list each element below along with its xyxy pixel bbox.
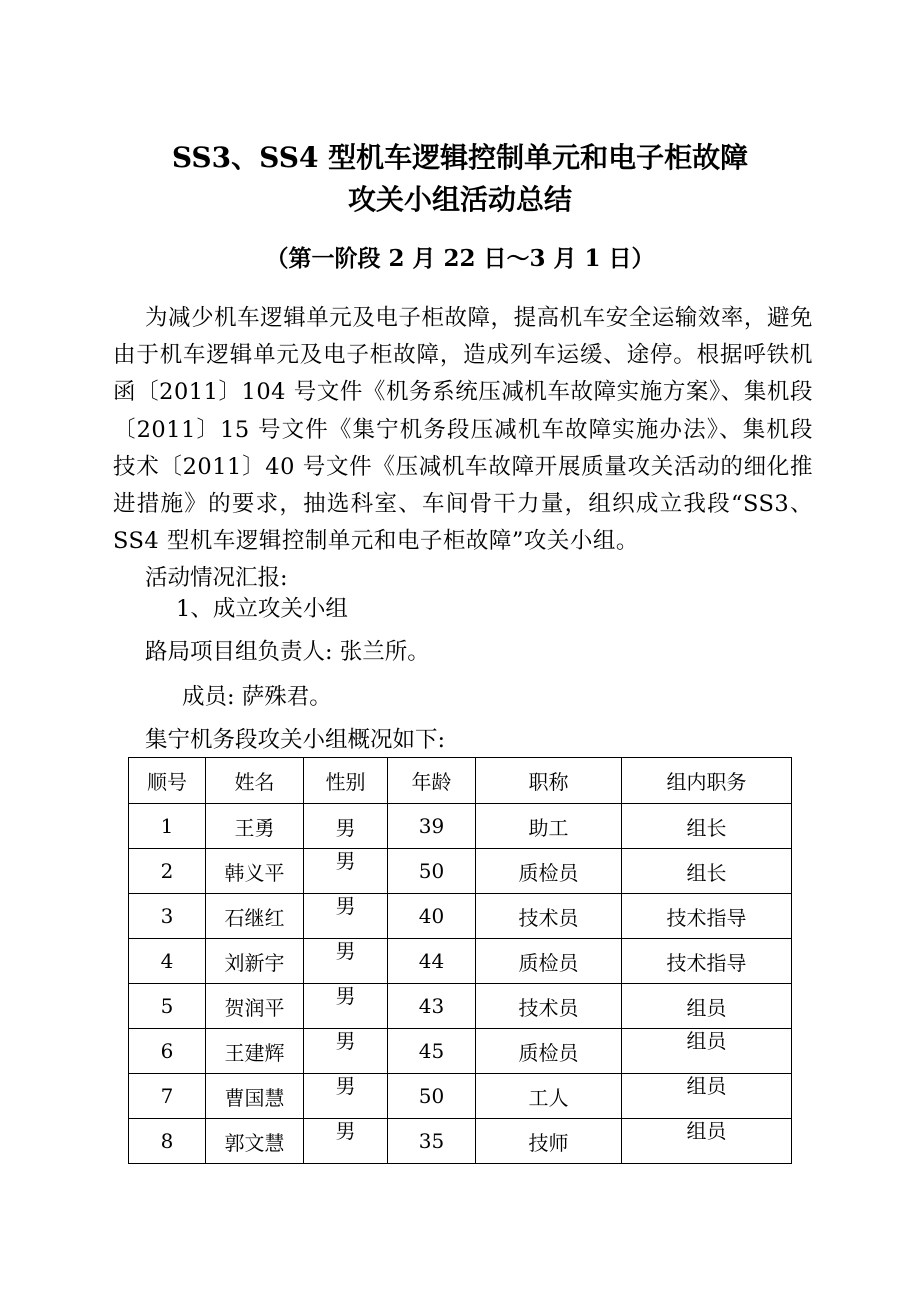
cell-no: 3 [129, 894, 206, 939]
team-roster-table [128, 757, 792, 1164]
cell-role [622, 1119, 792, 1164]
cell-role-text: 组员 [686, 1073, 727, 1098]
cell-gender [304, 849, 388, 894]
overview-line: 集宁机务段攻关小组概况如下: [145, 727, 446, 753]
table-row [129, 894, 792, 939]
table-row [129, 849, 792, 894]
cell-gender-text: 男 [335, 893, 356, 918]
cell-role: 组长 [622, 804, 792, 849]
members-line: 成员: 萨殊君。 [182, 684, 332, 710]
cell-gender-text: 男 [335, 1118, 356, 1143]
cell-role-text: 组员 [686, 1118, 727, 1143]
cell-name: 王建辉 [206, 1029, 304, 1074]
item-1-heading: 1、成立攻关小组 [176, 596, 348, 622]
cell-title: 工人 [476, 1074, 622, 1119]
cell-gender [304, 939, 388, 984]
cell-no: 5 [129, 984, 206, 1029]
cell-gender: 男 [304, 804, 388, 849]
table-row [129, 1074, 792, 1119]
cell-age: 35 [388, 1119, 476, 1164]
title-line-1: SS3、SS4 型机车逻辑控制单元和电子柜故障 [171, 141, 749, 174]
header-role: 组内职务 [622, 758, 792, 804]
table-row [129, 1029, 792, 1074]
cell-no: 6 [129, 1029, 206, 1074]
cell-title: 助工 [476, 804, 622, 849]
cell-age: 39 [388, 804, 476, 849]
header-no: 顺号 [129, 758, 206, 804]
cell-name: 刘新宇 [206, 939, 304, 984]
header-age: 年龄 [388, 758, 476, 804]
intro-paragraph: 为减少机车逻辑单元及电子柜故障，提高机车安全运输效率，避免由于机车逻辑单元及电子柜故障，造成列车运缓、途停。根据呼铁机函〔2011〕104 号文件《机务系统压减机车故障实施方案》、集机段〔2011〕15 号文件《集宁机务段压减机车故障实施办法》、集机段技术〔2011〕40 号文件《压减机车故障开展质量攻关活动的细化推进措施》的要求，抽选科室、车间骨干力量，组织成立我段“SS3、SS4 型机车逻辑控制单元和电子柜故障”攻关小组。 [113, 305, 813, 555]
cell-age: 43 [388, 984, 476, 1029]
cell-gender [304, 894, 388, 939]
title-line-2: 攻关小组活动总结 [347, 183, 572, 216]
cell-title: 质检员 [476, 939, 622, 984]
cell-title: 技术员 [476, 984, 622, 1029]
table-row [129, 984, 792, 1029]
cell-name: 郭文慧 [206, 1119, 304, 1164]
cell-name: 王勇 [206, 804, 304, 849]
cell-age: 50 [388, 1074, 476, 1119]
cell-no: 8 [129, 1119, 206, 1164]
cell-name: 曹国慧 [206, 1074, 304, 1119]
cell-gender-text: 男 [335, 938, 356, 963]
table-row [129, 804, 792, 849]
cell-role-text: 组员 [686, 1028, 727, 1053]
table-row [129, 939, 792, 984]
cell-name: 石继红 [206, 894, 304, 939]
subtitle-phase: （第一阶段 2 月 22 日～3 月 1 日） [265, 245, 655, 272]
header-gender: 性别 [304, 758, 388, 804]
cell-gender [304, 1119, 388, 1164]
cell-role: 组长 [622, 849, 792, 894]
cell-gender-text: 男 [335, 1073, 356, 1098]
cell-no: 1 [129, 804, 206, 849]
cell-gender [304, 984, 388, 1029]
header-name: 姓名 [206, 758, 304, 804]
cell-gender-text: 男 [335, 848, 356, 873]
report-heading: 活动情况汇报: [145, 565, 288, 591]
cell-title: 质检员 [476, 849, 622, 894]
cell-title: 技术员 [476, 894, 622, 939]
cell-gender-text: 男 [335, 983, 356, 1008]
cell-title: 技师 [476, 1119, 622, 1164]
cell-age: 50 [388, 849, 476, 894]
cell-gender [304, 1029, 388, 1074]
cell-role: 组员 [622, 984, 792, 1029]
cell-no: 2 [129, 849, 206, 894]
cell-role: 技术指导 [622, 939, 792, 984]
cell-role [622, 1074, 792, 1119]
header-title: 职称 [476, 758, 622, 804]
cell-role [622, 1029, 792, 1074]
cell-title: 质检员 [476, 1029, 622, 1074]
cell-name: 贺润平 [206, 984, 304, 1029]
cell-name: 韩义平 [206, 849, 304, 894]
table-row [129, 1119, 792, 1164]
cell-age: 44 [388, 939, 476, 984]
cell-no: 7 [129, 1074, 206, 1119]
cell-gender-text: 男 [335, 1028, 356, 1053]
cell-gender [304, 1074, 388, 1119]
cell-role: 技术指导 [622, 894, 792, 939]
cell-age: 45 [388, 1029, 476, 1074]
cell-no: 4 [129, 939, 206, 984]
cell-age: 40 [388, 894, 476, 939]
table-header-row [129, 758, 792, 804]
bureau-leader-line: 路局项目组负责人: 张兰所。 [145, 639, 430, 665]
